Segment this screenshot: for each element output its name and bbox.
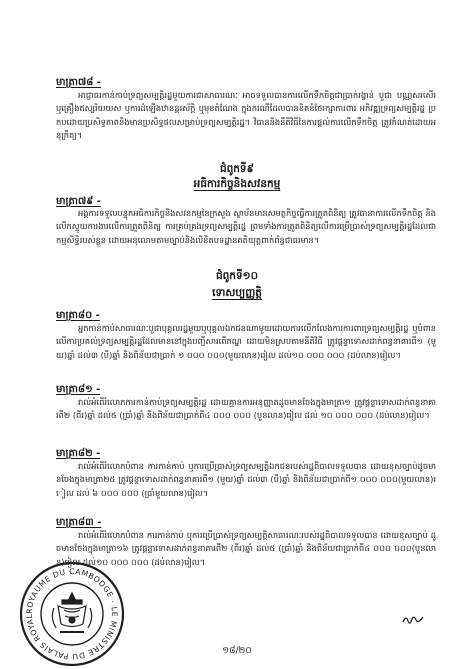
article-79-text: អង្គការទទួលបន្ទុកអធិការកិច្ចនិងសវនកម្មនៃក្រសួង ស្ថាប័នមានសមត្ថកិច្ចធ្វើការត្រួតពិនិត្យ ត្រូវធានាការលើកទឹកចិត្ត និងលើកស្ទួយការងារលើការត្រួតពិនិត្យ ការគ្រប់គ្រងទ្រព្យសម្បត្តិរដ្ឋ ព្រមទាំងការត្រួតពិនិត្យលើការប្រើប្រាស់ទ្រព្យសម្បត្តិរដ្ឋដែលជាកម្មសិទ្ធិរបស់ខ្លួន ដោយអនុលោមតាមច្បាប់និងលិខិតបទដ្ឋានគតិយុត្តពាក់ព័ន្ធជាធរមាន។ xyxy=(56,208,436,245)
article-81-heading: មាត្រា៨១ - xyxy=(56,384,101,395)
article-83-heading: មាត្រា៨៣ - xyxy=(56,517,102,528)
chapter-9-title-text: អធិការកិច្ចនិងសវនកម្ម xyxy=(193,178,281,190)
article-81-text: រាល់អំពើរំលោភការកាន់កាប់ទ្រព្យសម្បត្តិរដ្ឋ ដោយគ្មានការអនុញ្ញាតដូចមានចែងក្នុងមាត្រា១ ត្រូវផ្តន្ទាទោសដាក់ពន្ធនាគារពី២ (ពីរ)ឆ្នាំ ដល់៥ (ប្រាំ)ឆ្នាំ និងពិន័យជាប្រាក់ពី៤ ០០០ ០០០ (បួនលាន)រៀល ដល់ ១០ ០០០ ០០០ (ដប់លាន)រៀល។ xyxy=(56,397,436,421)
article-78-heading: មាត្រា៧៨ - xyxy=(56,77,101,88)
article-80-heading: មាត្រា៨០ - xyxy=(56,310,100,321)
article-78-text: អាជ្ញាធរកាន់កាប់ទ្រព្យសម្បត្តិរដ្ឋមួយការជាសាធារណៈ អាចទទួលបានការលើកទឹកចិត្តជាប្រាក់រង្វាន់ បួជា បណ្ណសរសើរ ឬគ្រឿងឥស្សរិយយស ឬការដំឡើងឋានន្តរស័ក្តិ ឬមុខតំណែង ក្នុងករណីដែលបានខិតខំថែរក្សាការពារ អភិវឌ្ឍទ្រព្យសម្បត្តិរដ្ឋ ប្រកបដោយប្រសិទ្ធភាពនិងមានប្រសិទ្ធផលសម្រាប់ទ្រព្យសម្បត្តិរដ្ឋ។ វិធាននិងនីតិវិធីនៃការផ្តល់ការលើកទឹកចិត្ត ត្រូវកំណត់ដោយអនុក្រឹត្យ។ xyxy=(56,90,436,141)
seal-ring-text: ROYAUME DU CAMBODGE · LE MINISTRE DU PALAIS ROYAL xyxy=(24,566,120,662)
chapter-9-number: ជំពូកទី៩ xyxy=(219,163,255,175)
seal-emblem-icon xyxy=(52,593,91,632)
chapter-10-number: ជំពូកទី១០ xyxy=(215,270,259,282)
signature-mark xyxy=(402,614,424,624)
article-82-text: រាល់អំពើរំលោភបំពាន ការកាន់កាប់ ឬការប្រើប្រាស់ទ្រព្យសម្បត្តិឯកជនរបស់រដ្ឋពិបាលទទួលបាន ដោយខុសច្បាប់ដូចមានចែងក្នុងមាត្រា២៥ ត្រូវផ្តន្ទាទោសដាក់ពន្ធនាគារពី១ (មួយ)ឆ្នាំ ដល់៣ (បី)ឆ្នាំ និងពិន័យជាប្រាក់ពី១ ០០០ ០០០(មួយលាន)រៀល ដល់ ៦ ០០០ ០០០ (ប្រាំមួយលាន)រៀល។ xyxy=(56,461,436,498)
article-79-heading: មាត្រា៧៩ - xyxy=(56,196,101,207)
page-number: ១៨/២០ xyxy=(222,646,252,656)
article-82-heading: មាត្រា៨២ - xyxy=(56,448,101,459)
article-80-text: អ្នកកាន់កាប់សាធារណៈបួជាបុគ្គលរដ្ឋមួយឬបុគ្គលឯកជនណាមួយដោយការលើកលែងការការពារទ្រព្យសម្បត្តិរដ្ឋ ឬបំពានលើការប្រគល់ទ្រព្យសម្បត្តិរដ្ឋដែលមាននៅក្នុងបញ្ជីសារពើភណ្ឌ ដោយមិនស្របតាមនីតិវិធី ត្រូវផ្តន្ទាទោសដាក់ពន្ធនាគារពី១ (មួយ)ឆ្នាំ ដល់៣ (បី)ឆ្នាំ និងពិន័យជាប្រាក់ ១ ០០០ ០០០(មួយលាន)រៀល ដល់១០ ០០០ ០០០ (ដប់លាន)រៀល។ xyxy=(56,323,436,360)
chapter-9-title xyxy=(0,178,474,193)
article-83-text: រាល់អំពើរំលោភបំពាន ការកាន់កាប់ ឬការប្រើប្រាស់ទ្រព្យសម្បត្តិសាធារណៈរបស់រដ្ឋពិបាលទទួលបាន ដោយខុសច្បាប់ ដូចមានចែងក្នុងមាត្រា១៦ ត្រូវផ្តន្ទាទោសដាក់ពន្ធនាគារពី២ (ពីរ)ឆ្នាំ ដល់៥ (ប្រាំ)ឆ្នាំ និងពិន័យជាប្រាក់ពី៤ ០០០ ០០០(បួនលាន)រៀល ដល់១០ ០០០ ០០០ (ដប់លាន)រៀល។ xyxy=(56,530,436,567)
chapter-10-title-text: ទោសប្បញ្ញត្តិ xyxy=(212,287,262,299)
chapter-10-title xyxy=(0,287,474,302)
